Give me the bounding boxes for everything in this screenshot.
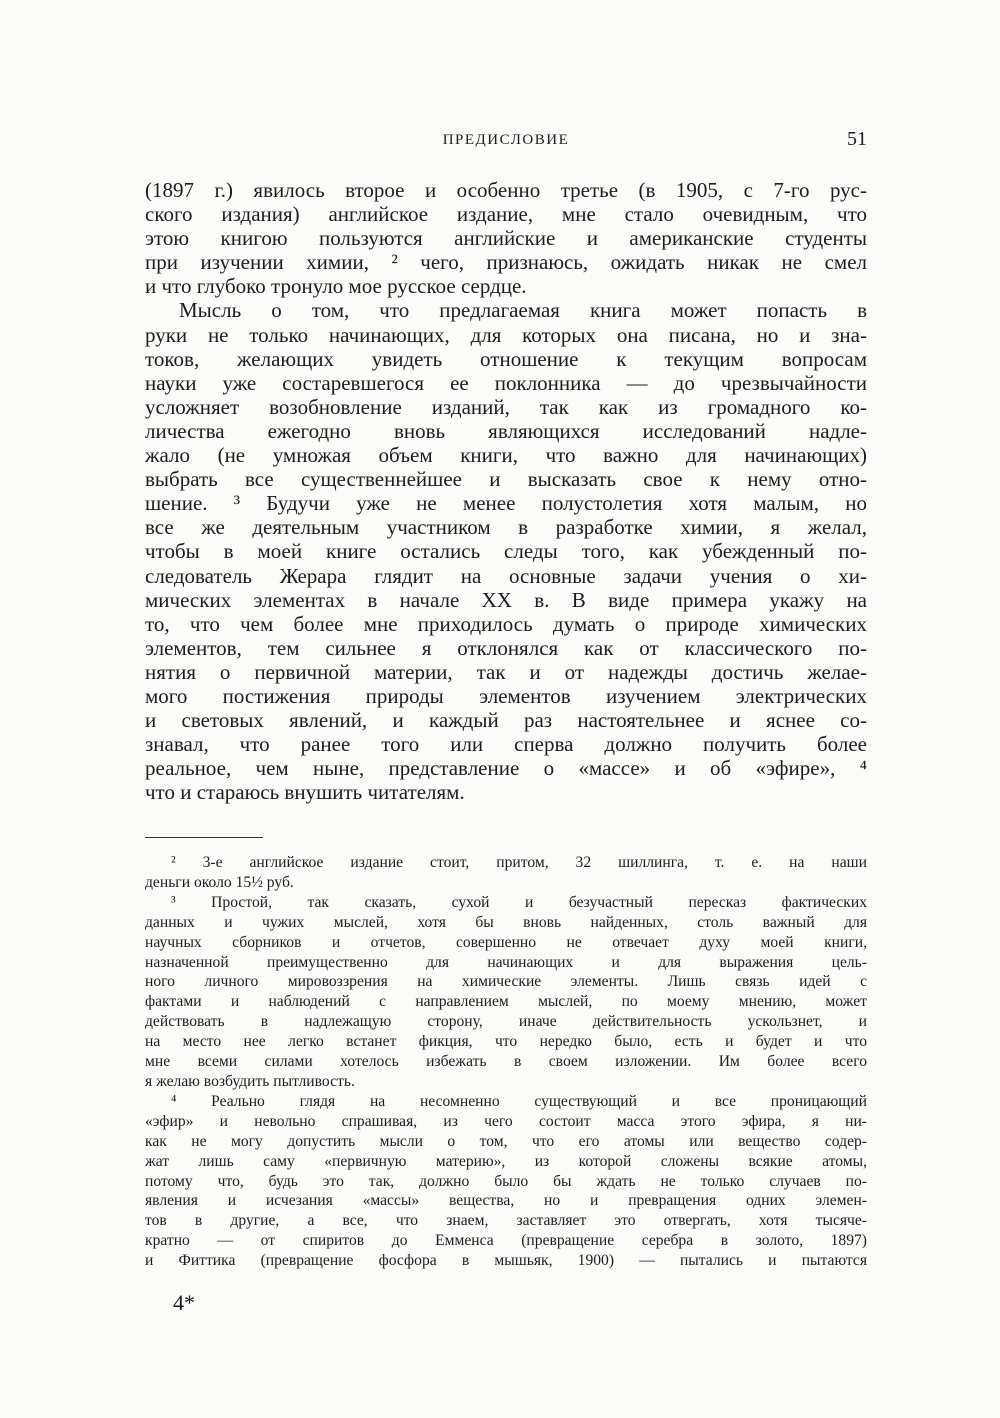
text-line: науки уже состаревшегося ее поклонника — до чрезвычайности <box>145 370 867 395</box>
text-line: выбрать все существеннейшее и высказать свое к нему отно- <box>145 467 867 492</box>
text-line: и световых явлений, и каждый раз настоятельнее и яснее со- <box>145 708 867 733</box>
text-line: усложняет возобновление изданий, так как из громадного ко- <box>145 394 867 419</box>
footnote-line: и Фиттика (превращение фосфора в мышьяк, 1900) — пытались и пытаются <box>145 1252 867 1270</box>
text-line: токов, желающих увидеть отношение к текущим вопросам <box>145 346 867 371</box>
footnote-line: действовать в надлежащую сторону, иначе действительность ускользнет, и <box>145 1013 867 1031</box>
text-line: знавал, что ранее того или сперва должно получить более <box>145 732 867 757</box>
footnote-line: ⁴ Реально глядя на несомненно существующий и все проницающий <box>171 1092 867 1110</box>
text-line: реальное, чем ныне, представление о «массе» и об «эфире», ⁴ <box>145 756 867 781</box>
text-line: все же деятельным участником в разработке химии, я желал, <box>145 515 867 540</box>
footnote-separator <box>145 837 263 838</box>
text-line: (1897 г.) явилось второе и особенно третье (в 1905, с 7-го рус- <box>145 178 867 202</box>
footnote-line: «эфир» и невольно спрашивая, из чего состоит масса этого эфира, я ни- <box>145 1112 867 1130</box>
footnote-line: назначенной преимущественно для начинающих и для выражения цель- <box>145 953 867 971</box>
footnote-line: как не могу допустить мысли о том, что его атомы или вещество содер- <box>145 1132 867 1150</box>
footnote-line: на место нее легко встанет фикция, что нередко было, есть и будет и что <box>145 1033 867 1051</box>
footnote-line: ² 3-е английское издание стоит, притом, 32 шиллинга, т. е. на наши <box>171 854 867 871</box>
text-line: то, что чем более мне приходилось думать о природе химических <box>145 611 867 636</box>
signature-mark: 4* <box>173 1290 195 1315</box>
running-head <box>145 128 867 158</box>
text-line: что и стараюсь внушить читателям. <box>145 780 465 805</box>
footnote-line: ³ Простой, так сказать, сухой и безучастный пересказ фактических <box>171 893 867 911</box>
text-line: следователь Жерара глядит на основные задачи учения о хи- <box>145 563 867 588</box>
page-number: 51 <box>847 128 867 150</box>
footnote-line: я желаю возбудить пытливость. <box>145 1072 355 1090</box>
footnote-line: жат лишь саму «первичную материю», из которой сложены всякие атомы, <box>145 1152 867 1170</box>
footnote-line: кратно — от спиритов до Емменса (превращение серебра в золото, 1897) <box>145 1232 867 1250</box>
footnote-line: тов в другие, а все, что знаем, заставляет это отвергать, хотя тысяче- <box>145 1212 867 1230</box>
running-title: ПРЕДИСЛОВИЕ <box>442 132 570 148</box>
main-text <box>145 178 867 804</box>
text-line: шение. ³ Будучи уже не менее полустолетия хотя малым, но <box>145 491 867 516</box>
footnotes <box>145 853 867 1271</box>
text-line: чтобы в моей книге остались следы того, как убежденный по- <box>145 539 867 564</box>
footnote-line: данных и чужих мыслей, хотя бы вновь найденных, столь важный для <box>145 913 867 931</box>
text-line: Мысль о том, что предлагаемая книга может попасть в <box>179 298 867 323</box>
text-line: элементов, тем сильнее я отклонялся как от классического по- <box>145 635 867 660</box>
book-page <box>145 0 867 1418</box>
text-line: жало (не умножая объем книги, что важно для начинающих) <box>145 443 867 468</box>
text-line: ского издания) английское издание, мне стало очевидным, что <box>145 202 867 227</box>
text-line: и что глубоко тронуло мое русское сердце. <box>145 274 527 299</box>
footnote-line: научных сборников и отчетов, совершенно не отвечает духу моей книги, <box>145 933 867 951</box>
text-line: руки не только начинающих, для которых она писана, но и зна- <box>145 322 867 347</box>
footnote-line: мне всеми силами хотелось избежать в своем изложении. Им более всего <box>145 1053 867 1071</box>
text-line: личества ежегодно вновь являющихся исследований надле- <box>145 418 867 443</box>
text-line: мических элементах в начале XX в. В виде примера укажу на <box>145 587 867 612</box>
text-line: этою книгою пользуются английские и американские студенты <box>145 226 867 251</box>
text-line: при изучении химии, ² чего, признаюсь, ожидать никак не смел <box>145 250 867 275</box>
footnote-line: потому что, будь это так, должно было бы ждать не только случаев по- <box>145 1172 867 1190</box>
footnote-line: деньги около 15½ руб. <box>145 873 294 891</box>
footnote-line: фактами и наблюдений с направлением мыслей, по моему мнению, может <box>145 993 867 1011</box>
footnote-line: ного личного мировоззрения на химические элементы. Лишь связь идей с <box>145 973 867 991</box>
footnote-line: явления и исчезания «массы» вещества, но и превращения одних элемен- <box>145 1192 867 1210</box>
text-line: нятия о первичной материи, так и от надежды достичь желае- <box>145 659 867 684</box>
text-line: мого постижения природы элементов изучением электрических <box>145 683 867 708</box>
